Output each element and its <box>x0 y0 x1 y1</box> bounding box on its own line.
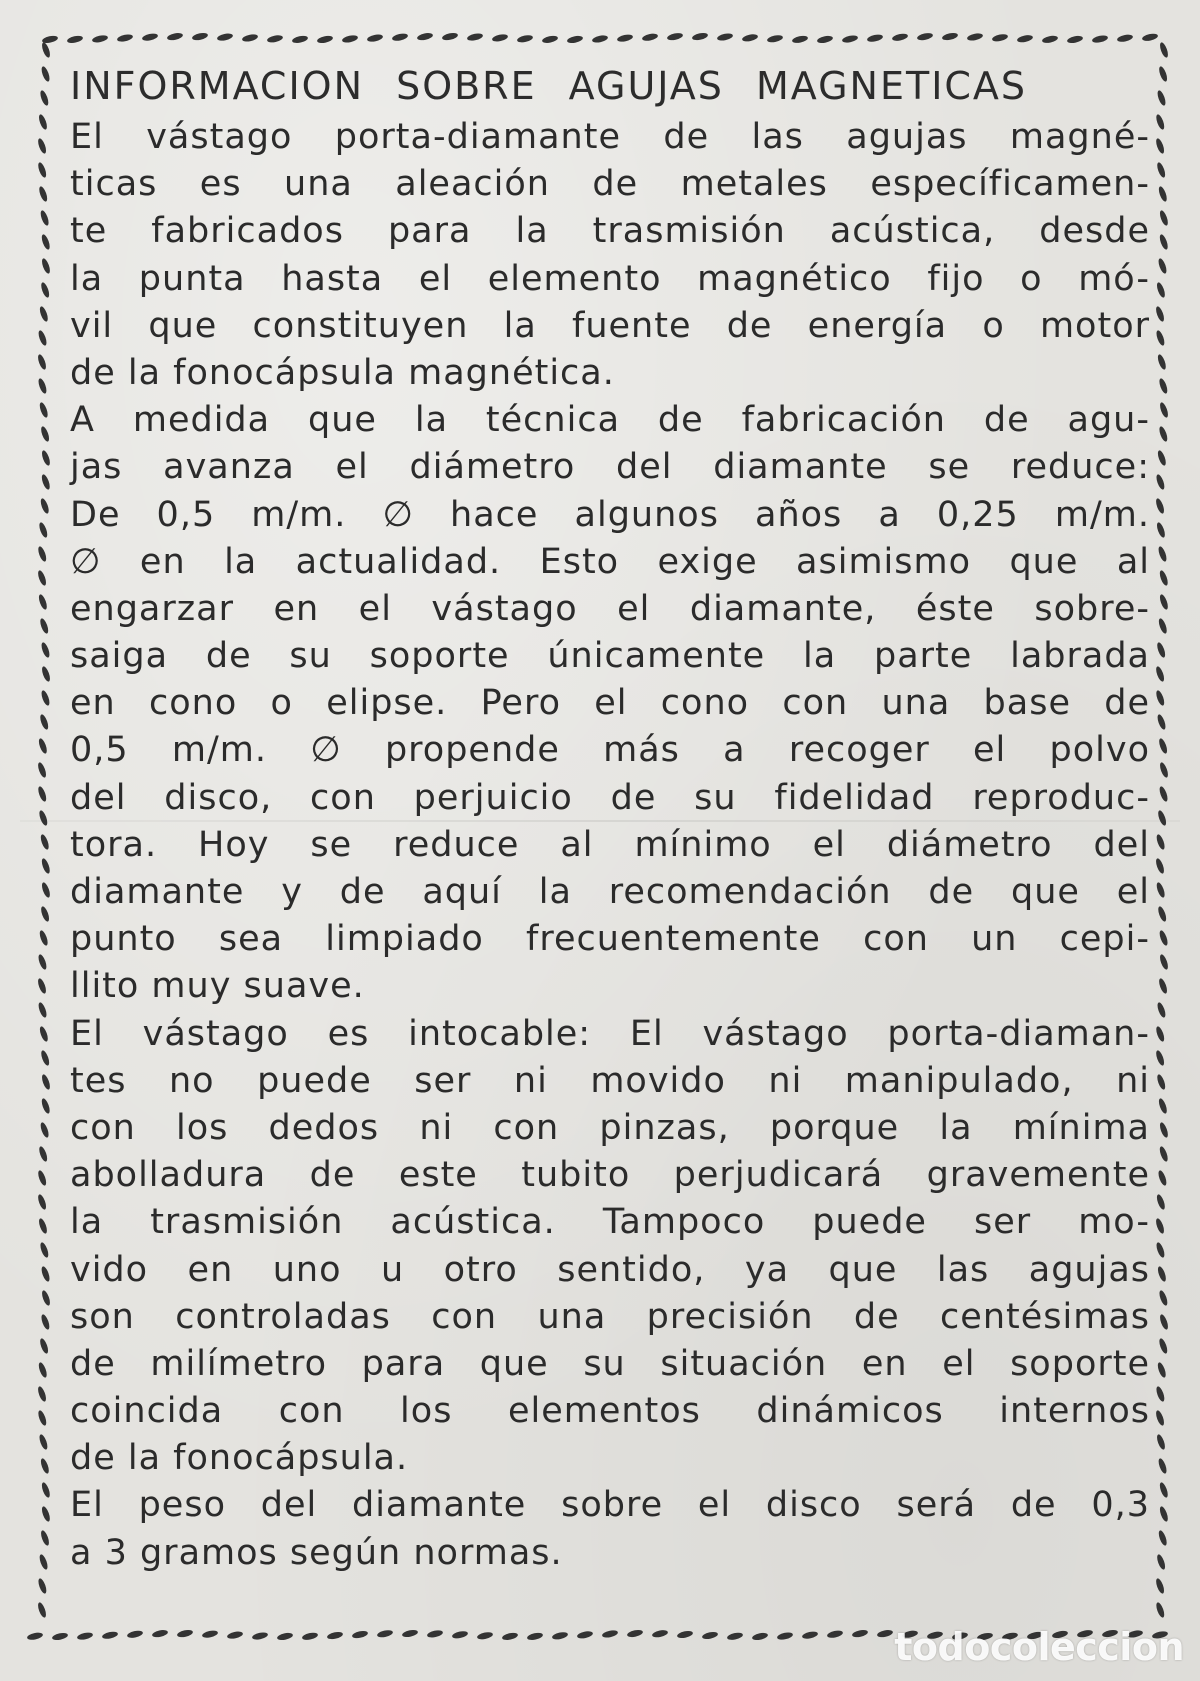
border-ornament <box>1156 1553 1167 1570</box>
border-ornament <box>452 1630 469 1640</box>
border-ornament <box>702 1631 719 1641</box>
border-ornament <box>37 1577 48 1594</box>
border-ornament <box>38 185 49 202</box>
border-ornament <box>40 1265 51 1282</box>
border-ornament <box>742 33 759 43</box>
text-line: de milímetro para que su situación en el soporte <box>70 1343 1150 1384</box>
border-ornament <box>1157 1457 1168 1474</box>
border-ornament <box>1156 89 1167 106</box>
border-ornament <box>667 32 684 42</box>
text-line: vil que constituyen la fuente de energía o motor <box>70 305 1150 346</box>
border-ornament <box>37 113 48 130</box>
border-ornament <box>677 1630 694 1640</box>
border-ornament <box>827 1629 844 1639</box>
border-ornament <box>1155 665 1166 682</box>
border-ornament <box>37 1217 48 1234</box>
text-line: 0,5 m/m. ∅ propende más a recoger el polvo <box>70 730 1150 771</box>
border-ornament <box>352 1630 369 1640</box>
border-ornament <box>38 929 49 946</box>
border-ornament <box>1155 1601 1166 1618</box>
border-ornament <box>37 785 48 802</box>
border-ornament <box>177 1629 194 1639</box>
border-ornament <box>1158 737 1169 754</box>
border-ornament <box>227 1630 244 1640</box>
border-ornament <box>1156 161 1167 178</box>
border-ornament <box>92 34 109 44</box>
text-line: El peso del diamante sobre el disco será de 0,3 <box>70 1485 1150 1526</box>
border-ornament <box>38 1553 49 1570</box>
border-ornament <box>1155 137 1166 154</box>
border-ornament <box>37 737 48 754</box>
border-ornament <box>1156 1265 1167 1282</box>
border-ornament <box>1158 1481 1169 1498</box>
border-ornament <box>617 33 634 43</box>
text-line: tes no puede ser ni movido ni manipulado, ni <box>70 1060 1150 1101</box>
border-ornament <box>542 35 559 45</box>
border-ornament <box>152 1629 169 1639</box>
border-ornament <box>37 569 48 586</box>
border-ornament <box>767 34 784 44</box>
border-ornament <box>1155 881 1166 898</box>
border-ornament <box>1157 905 1168 922</box>
border-ornament <box>1155 833 1166 850</box>
border-ornament <box>1156 1001 1167 1018</box>
border-ornament <box>38 305 49 322</box>
text-line: engarzar en el vástago el diamante, éste sobre- <box>70 588 1150 629</box>
border-ornament <box>1155 1025 1166 1042</box>
border-ornament <box>1154 857 1165 874</box>
text-line: jas avanza el diámetro del diamante se reduce: <box>70 447 1150 488</box>
border-ornament <box>38 1025 49 1042</box>
border-ornament <box>1042 35 1059 45</box>
border-ornament <box>1158 233 1169 250</box>
border-ornament <box>36 761 47 778</box>
border-ornament <box>967 32 984 42</box>
border-ornament <box>992 33 1009 43</box>
border-ornament <box>37 1169 48 1186</box>
border-ornament <box>1155 689 1166 706</box>
border-ornament <box>202 1629 219 1639</box>
border-ornament <box>39 833 50 850</box>
border-ornament <box>1092 34 1109 44</box>
border-ornament <box>40 41 51 58</box>
border-ornament <box>40 425 51 442</box>
border-ornament <box>39 713 50 730</box>
border-ornament <box>842 34 859 44</box>
text-line: A medida que la técnica de fabricación de agu- <box>70 400 1150 441</box>
border-ornament <box>40 1313 51 1330</box>
border-ornament <box>1157 809 1168 826</box>
text-line: diamante y de aquí la recomendación de que el <box>70 872 1150 912</box>
border-ornament <box>167 32 184 42</box>
border-ornament <box>77 1631 94 1641</box>
text-line: coincida con los elementos dinámicos internos <box>70 1391 1150 1432</box>
paragraph-1 <box>70 114 1150 397</box>
border-ornament <box>1157 617 1168 634</box>
border-ornament <box>40 1049 51 1066</box>
border-ornament <box>38 401 49 418</box>
text-line: a 3 gramos según normas. <box>70 1532 563 1573</box>
border-ornament <box>1158 761 1169 778</box>
border-ornament <box>252 1631 269 1641</box>
border-ornament <box>40 857 51 874</box>
border-ornament <box>102 1630 119 1640</box>
border-ornament <box>36 1601 47 1618</box>
border-ornament <box>1117 33 1134 43</box>
border-ornament <box>342 34 359 44</box>
text-line: del disco, con perjuicio de su fidelidad reproduc- <box>70 777 1150 818</box>
border-ornament <box>427 1629 444 1639</box>
text-line: ticas es una aleación de metales específicamen- <box>70 164 1150 205</box>
paragraph-3 <box>70 1011 1150 1483</box>
paragraph-2 <box>70 397 1150 1010</box>
border-ornament <box>1157 1529 1168 1546</box>
border-ornament <box>39 1337 50 1354</box>
border-ornament <box>40 1481 51 1498</box>
border-ornament <box>40 905 51 922</box>
text-line: vido en uno u otro sentido, ya que las agujas <box>70 1249 1150 1290</box>
border-ornament <box>37 545 48 562</box>
border-ornament <box>39 617 50 634</box>
border-ornament <box>40 641 51 658</box>
border-ornament <box>40 473 51 490</box>
border-ornament <box>1142 33 1159 43</box>
text-line: saiga de su soporte únicamente la parte labrada <box>70 636 1150 677</box>
border-ornament <box>877 1629 894 1639</box>
border-ornament <box>1158 1289 1169 1306</box>
watermark-logo: todocoleccion <box>894 1625 1184 1669</box>
border-ornament <box>37 1361 48 1378</box>
border-ornament <box>552 1631 569 1641</box>
border-ornament <box>1155 1193 1166 1210</box>
border-ornament <box>1157 1097 1168 1114</box>
border-ornament <box>37 137 48 154</box>
border-ornament <box>467 32 484 42</box>
border-ornament <box>777 1631 794 1641</box>
border-ornament <box>1158 977 1169 994</box>
border-ornament <box>38 1145 49 1162</box>
border-ornament <box>39 89 50 106</box>
border-ornament <box>527 1632 544 1642</box>
border-ornament <box>1154 497 1165 514</box>
border-ornament <box>40 689 51 706</box>
border-ornament <box>39 497 50 514</box>
text-line: con los dedos ni con pinzas, porque la mínima <box>70 1107 1150 1148</box>
border-ornament <box>1158 569 1169 586</box>
border-ornament <box>40 1505 51 1522</box>
border-ornament <box>40 1073 51 1090</box>
border-ornament <box>38 809 49 826</box>
text-line: tora. Hoy se reduce al mínimo el diámetro del <box>70 824 1150 865</box>
border-ornament <box>377 1629 394 1639</box>
border-ornament <box>1155 329 1166 346</box>
border-ornament <box>40 1097 51 1114</box>
border-ornament <box>37 1193 48 1210</box>
text-line: ∅ en la actualidad. Esto exige asimismo que al <box>70 541 1150 582</box>
border-ornament <box>442 32 459 42</box>
document-heading: INFORMACION SOBRE AGUJAS MAGNETICAS <box>70 64 1028 108</box>
border-ornament <box>39 1121 50 1138</box>
border-ornament <box>1158 1121 1169 1138</box>
border-ornament <box>36 977 47 994</box>
text-line: te fabricados para la trasmisión acústica, desde <box>70 211 1150 252</box>
border-ornament <box>1156 449 1167 466</box>
border-ornament <box>292 35 309 45</box>
text-line: la trasmisión acústica. Tampoco puede ser mo- <box>70 1202 1150 1243</box>
border-ornament <box>1157 545 1168 562</box>
border-ornament <box>1158 41 1169 58</box>
border-ornament <box>40 233 51 250</box>
border-ornament <box>1157 257 1168 274</box>
border-ornament <box>402 1629 419 1639</box>
border-ornament <box>117 33 134 43</box>
border-ornament <box>27 1631 44 1641</box>
border-ornament <box>39 209 50 226</box>
border-ornament <box>1155 113 1166 130</box>
border-ornament <box>327 1631 344 1641</box>
border-ornament <box>1156 1073 1167 1090</box>
border-ornament <box>38 1433 49 1450</box>
border-ornament <box>392 32 409 42</box>
border-ornament <box>37 953 48 970</box>
border-ornament <box>1158 785 1169 802</box>
border-ornament <box>652 1629 669 1639</box>
border-ornament <box>39 1241 50 1258</box>
border-ornament <box>1017 34 1034 44</box>
border-ornament <box>36 1385 47 1402</box>
border-ornament <box>627 1629 644 1639</box>
border-ornament <box>142 32 159 42</box>
border-ornament <box>692 32 709 42</box>
border-ornament <box>1155 1385 1166 1402</box>
border-ornament <box>817 35 834 45</box>
border-ornament <box>917 32 934 42</box>
border-ornament <box>1158 1313 1169 1330</box>
border-ornament <box>1157 185 1168 202</box>
document-body <box>70 58 1150 1577</box>
border-ornament <box>1158 953 1169 970</box>
border-ornament <box>1156 353 1167 370</box>
border-ornament <box>1155 281 1166 298</box>
border-ornament <box>40 881 51 898</box>
paragraph-4 <box>70 1482 1150 1576</box>
border-ornament <box>852 1629 869 1639</box>
border-ornament <box>36 353 47 370</box>
border-ornament <box>37 377 48 394</box>
border-ornament <box>1155 473 1166 490</box>
border-ornament <box>717 32 734 42</box>
border-ornament <box>40 1289 51 1306</box>
border-ornament <box>40 449 51 466</box>
border-ornament <box>477 1631 494 1641</box>
border-ornament <box>802 1630 819 1640</box>
border-ornament <box>37 1409 48 1426</box>
border-ornament <box>417 32 434 42</box>
border-ornament <box>37 329 48 346</box>
border-ornament <box>38 521 49 538</box>
border-ornament <box>40 665 51 682</box>
text-line: El vástago es intocable: El vástago porta-diaman- <box>70 1013 1150 1054</box>
text-line: en cono o elipse. Pero el cono con una base de <box>70 683 1150 724</box>
border-ornament <box>302 1632 319 1642</box>
border-ornament <box>1155 521 1166 538</box>
border-ornament <box>727 1631 744 1641</box>
border-ornament <box>567 35 584 45</box>
border-ornament <box>1154 305 1165 322</box>
border-ornament <box>127 1629 144 1639</box>
border-ornament <box>602 1629 619 1639</box>
text-line: punto sea limpiado frecuentemente con un cepi- <box>70 919 1150 960</box>
border-ornament <box>52 1632 69 1642</box>
border-ornament <box>267 34 284 44</box>
border-ornament <box>1067 35 1084 45</box>
border-ornament <box>1155 1049 1166 1066</box>
border-ornament <box>1157 1169 1168 1186</box>
border-ornament <box>1156 1361 1167 1378</box>
border-ornament <box>40 65 51 82</box>
border-ornament <box>39 1457 50 1474</box>
border-ornament <box>367 33 384 43</box>
border-ornament <box>1158 377 1169 394</box>
text-line: de la fonocápsula. <box>70 1438 409 1479</box>
border-ornament <box>67 35 84 45</box>
border-ornament <box>502 1632 519 1642</box>
border-ornament <box>1158 929 1169 946</box>
text-line: la punta hasta el elemento magnético fijo o mó- <box>70 258 1150 299</box>
border-ornament <box>1155 1241 1166 1258</box>
border-ornament <box>942 32 959 42</box>
border-ornament <box>1158 401 1169 418</box>
border-ornament <box>1156 641 1167 658</box>
border-ornament <box>1155 1433 1166 1450</box>
border-ornament <box>37 593 48 610</box>
border-ornament <box>1158 1337 1169 1354</box>
border-ornament <box>1158 65 1169 82</box>
border-ornament <box>1158 1145 1169 1162</box>
border-ornament <box>792 35 809 45</box>
border-ornament <box>1156 713 1167 730</box>
border-ornament <box>577 1630 594 1640</box>
border-ornament <box>37 1001 48 1018</box>
text-line: De 0,5 m/m. ∅ hace algunos años a 0,25 m/m. <box>70 494 1150 535</box>
border-ornament <box>317 35 334 45</box>
border-ornament <box>592 34 609 44</box>
text-line: abolladura de este tubito perjudicará gravemente <box>70 1155 1150 1196</box>
border-ornament <box>37 161 48 178</box>
text-line: llito muy suave. <box>70 966 365 1007</box>
border-ornament <box>1158 425 1169 442</box>
border-ornament <box>277 1632 294 1642</box>
border-ornament <box>1158 1505 1169 1522</box>
border-ornament <box>642 32 659 42</box>
text-line: El vástago porta-diamante de las agujas magné- <box>70 117 1150 157</box>
border-ornament <box>40 281 51 298</box>
text-line: de la fonocápsula magnética. <box>70 352 615 393</box>
border-ornament <box>1158 209 1169 226</box>
border-ornament <box>1155 1577 1166 1594</box>
border-ornament <box>192 32 209 42</box>
border-ornament <box>1154 1217 1165 1234</box>
border-ornament <box>40 257 51 274</box>
border-ornament <box>752 1632 769 1642</box>
border-ornament <box>1154 1409 1165 1426</box>
text-line: son controladas con una precisión de centésimas <box>70 1296 1150 1337</box>
border-ornament <box>892 32 909 42</box>
border-ornament <box>242 33 259 43</box>
border-ornament <box>217 32 234 42</box>
border-ornament <box>39 1529 50 1546</box>
border-ornament <box>492 33 509 43</box>
border-ornament <box>1158 593 1169 610</box>
border-ornament <box>517 34 534 44</box>
border-ornament <box>867 33 884 43</box>
